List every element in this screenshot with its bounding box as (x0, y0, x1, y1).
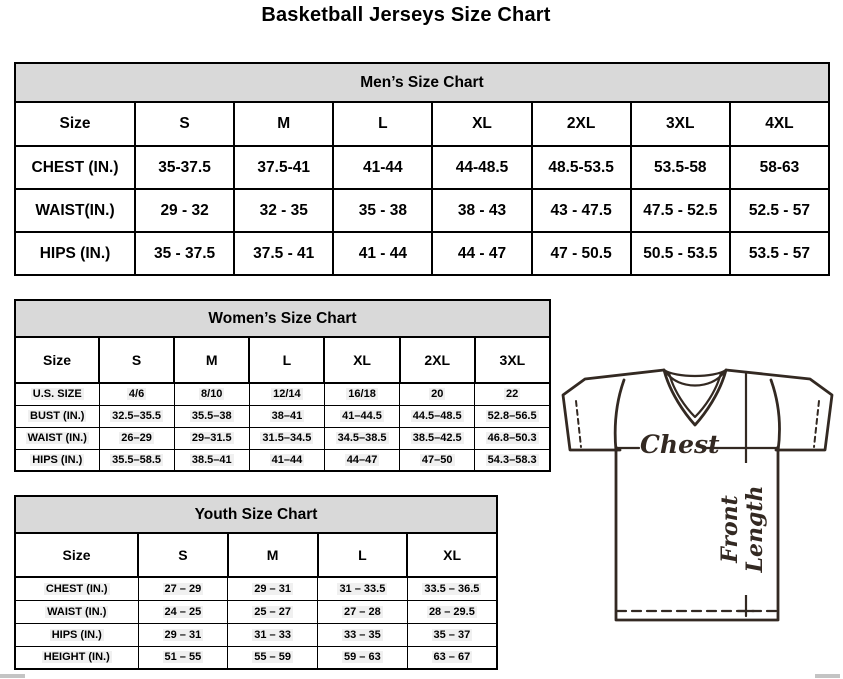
mens-size-col-header: S (179, 115, 190, 132)
womens-value-cell: 54.3–58.3 (487, 453, 537, 466)
youth-value-cell: 55 – 59 (254, 651, 291, 664)
youth-row-label: CHEST (IN.) (45, 582, 108, 595)
mens-value-cell: 29 - 32 (160, 201, 209, 219)
mens-value-cell: 37.5-41 (257, 158, 310, 176)
youth-value-cell: 59 – 63 (344, 651, 381, 664)
womens-value-cell: 16/18 (348, 388, 376, 401)
mens-value-cell: 41-44 (363, 158, 403, 176)
youth-size-col-header: XL (443, 547, 462, 563)
youth-value-cell: 29 – 31 (164, 628, 202, 641)
womens-row-label: WAIST (IN.) (27, 432, 87, 444)
womens-value-cell: 44.5–48.5 (412, 410, 462, 422)
mens-value-cell: 47.5 - 52.5 (643, 201, 718, 219)
womens-value-cell: 38.5–42.5 (412, 432, 462, 444)
youth-size-col-header: M (266, 547, 279, 563)
womens-size-col-header: XL (353, 352, 371, 368)
mens-value-cell: 41 - 44 (358, 244, 407, 262)
youth-value-cell: 51 – 55 (164, 651, 202, 664)
youth-size-col-header: L (358, 547, 367, 563)
mens-value-cell: 47 - 50.5 (550, 244, 612, 262)
youth-value-cell: 31 – 33.5 (339, 582, 386, 595)
womens-value-cell: 38–41 (271, 410, 303, 422)
mens-table (14, 101, 830, 276)
womens-value-cell: 31.5–34.5 (262, 432, 312, 444)
womens-value-cell: 41–44 (271, 453, 303, 466)
jersey-diagram-svg (558, 363, 839, 625)
mens-row-label: HIPS (IN.) (39, 244, 111, 262)
mens-row-label: CHEST (IN.) (31, 158, 119, 176)
womens-value-cell: 12/14 (273, 388, 301, 401)
mens-value-cell: 38 - 43 (457, 201, 507, 219)
mens-value-cell: 53.5-58 (653, 158, 707, 176)
mens-value-cell: 50.5 - 53.5 (643, 244, 718, 262)
mens-size-col-header: XL (472, 115, 492, 132)
womens-value-cell: 4/6 (128, 388, 145, 401)
youth-row-label: HEIGHT (IN.) (43, 651, 110, 664)
youth-size-chart (14, 495, 498, 670)
scrollbar-fragment-right[interactable] (815, 674, 840, 678)
youth-value-cell: 63 – 67 (433, 651, 471, 664)
womens-row-label: U.S. SIZE (32, 388, 82, 401)
youth-value-cell: 33.5 – 36.5 (424, 582, 480, 595)
womens-size-col-header: 3XL (499, 352, 526, 368)
jersey-outline (563, 370, 832, 620)
mens-size-col-header: 4XL (765, 115, 794, 132)
womens-value-cell: 44–47 (346, 453, 378, 466)
womens-size-header: Size (42, 352, 71, 368)
mens-value-cell: 44-48.5 (455, 158, 509, 176)
page-title: Basketball Jerseys Size Chart (261, 4, 551, 26)
mens-caption: Men’s Size Chart (14, 62, 830, 103)
youth-caption: Youth Size Chart (14, 495, 498, 534)
youth-size-header: Size (62, 547, 91, 563)
mens-value-cell: 48.5-53.5 (548, 158, 614, 176)
womens-row-label: HIPS (IN.) (32, 453, 83, 466)
mens-size-col-header: L (378, 115, 388, 132)
youth-value-cell: 25 – 27 (254, 605, 291, 618)
womens-value-cell: 35.5–58.5 (112, 453, 162, 466)
womens-value-cell: 20 (431, 388, 444, 401)
youth-value-cell: 35 – 37 (433, 628, 471, 641)
womens-value-cell: 52.8–56.5 (487, 410, 537, 422)
mens-value-cell: 35 - 37.5 (153, 244, 216, 262)
womens-value-cell: 41–44.5 (342, 410, 382, 422)
mens-value-cell: 43 - 47.5 (550, 201, 612, 219)
youth-value-cell: 33 – 35 (344, 628, 381, 641)
mens-value-cell: 52.5 - 57 (748, 201, 811, 219)
mens-value-cell: 35 - 38 (358, 201, 407, 219)
womens-value-cell: 46.8–50.3 (487, 432, 537, 444)
mens-size-header: Size (59, 115, 91, 132)
womens-size-col-header: M (205, 352, 218, 368)
youth-size-col-header: S (178, 547, 188, 563)
womens-size-col-header: L (282, 352, 292, 368)
womens-value-cell: 8/10 (201, 388, 223, 401)
womens-value-cell: 34.5–38.5 (337, 432, 387, 444)
youth-value-cell: 31 – 33 (254, 628, 291, 641)
mens-value-cell: 35-37.5 (158, 158, 211, 176)
womens-size-chart (14, 299, 551, 472)
youth-row-label: WAIST (IN.) (47, 605, 107, 618)
mens-size-col-header: M (277, 115, 291, 132)
mens-size-chart (14, 62, 830, 276)
mens-size-col-header: 2XL (566, 115, 596, 132)
mens-row-label: WAIST(IN.) (35, 201, 115, 219)
mens-size-col-header: 3XL (666, 115, 695, 132)
womens-value-cell: 29–31.5 (191, 432, 232, 444)
mens-value-cell: 37.5 - 41 (253, 244, 315, 262)
youth-value-cell: 29 – 31 (254, 582, 291, 595)
womens-caption: Women’s Size Chart (14, 299, 551, 338)
mens-value-cell: 53.5 - 57 (748, 244, 811, 262)
womens-value-cell: 32.5–35.5 (112, 410, 162, 422)
scrollbar-fragment-left[interactable] (0, 674, 25, 678)
youth-value-cell: 28 – 29.5 (428, 605, 475, 618)
womens-table (14, 336, 551, 472)
womens-row-label: BUST (IN.) (30, 410, 85, 422)
jersey-measurement-diagram (558, 363, 839, 625)
youth-value-cell: 24 – 25 (164, 605, 202, 618)
youth-value-cell: 27 – 29 (164, 582, 202, 595)
youth-value-cell: 27 – 28 (344, 605, 381, 618)
mens-value-cell: 58-63 (759, 158, 800, 176)
youth-row-label: HIPS (IN.) (51, 628, 102, 641)
womens-value-cell: 22 (506, 388, 519, 401)
front-length-measure-label: Front Length (718, 463, 768, 595)
womens-size-col-header: 2XL (424, 352, 451, 368)
womens-value-cell: 26–29 (121, 432, 152, 444)
womens-value-cell: 35.5–38 (191, 410, 232, 422)
womens-value-cell: 47–50 (421, 453, 453, 466)
youth-table (14, 532, 498, 670)
mens-value-cell: 44 - 47 (457, 244, 507, 262)
womens-value-cell: 38.5–41 (191, 453, 232, 466)
mens-value-cell: 32 - 35 (259, 201, 308, 219)
chest-measure-label: Chest (640, 430, 720, 459)
womens-size-col-header: S (131, 352, 142, 368)
